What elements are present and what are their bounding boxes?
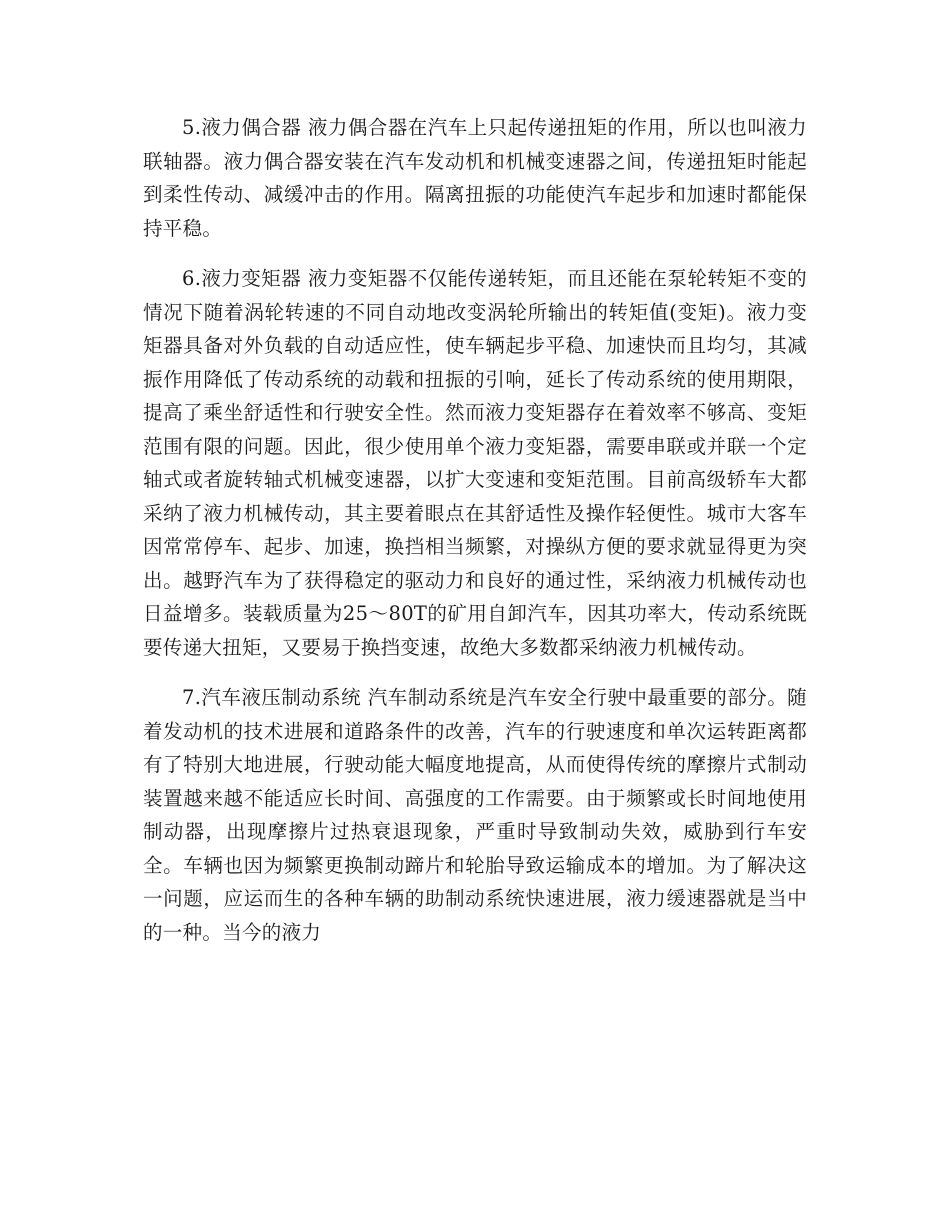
- paragraph-hydraulic-brake-system: 7.汽车液压制动系统 汽车制动系统是汽车安全行驶中最重要的部分。随着发动机的技术进展和道路条件的改善，汽车的行驶速度和单次运转距离都有了特别大地进展，行驶动能大幅度地提高，从而使得传统的摩擦片式制动装置越来越不能适应长时间、高强度的工作需要。由于频繁或长时间地使用制动器，出现摩擦片过热衰退现象，严重时导致制动失效，威胁到行车安全。车辆也因为频繁更换制动蹄片和轮胎导致运输成本的增加。为了解决这一问题，应运而生的各种车辆的助制动系统快速进展，液力缓速器就是当中的一种。当今的液力: [143, 686, 807, 944]
- paragraph-torque-converter: 6.液力变矩器 液力变矩器不仅能传递转矩，而且还能在泵轮转矩不变的情况下随着涡轮转速的不同自动地改变涡轮所输出的转矩值(变矩)。液力变矩器具备对外负载的自动适应性，使车辆起步平稳、加速快而且均匀，其减振作用降低了传动系统的动载和扭振的引响，延长了传动系统的使用期限，提高了乘坐舒适性和行驶安全性。然而液力变矩器存在着效率不够高、变矩范围有限的问题。因此，很少使用单个液力变矩器，需要串联或并联一个定轴式或者旋转轴式机械变速器，以扩大变速和变矩范围。目前高级轿车大都采纳了液力机械传动，其主要着眼点在其舒适性及操作轻便性。城市大客车因常常停车、起步、加速，换挡相当频繁，对操纵方便的要求就显得更为突出。越野汽车为了获得稳定的驱动力和良好的通过性，采纳液力机械传动也日益增多。装载质量为25～80T的矿用自卸汽车，因其功率大，传动系统既要传递大扭矩，又要易于换挡变速，故绝大多数都采纳液力机械传动。: [143, 267, 807, 659]
- paragraph-hydraulic-coupling: 5.液力偶合器 液力偶合器在汽车上只起传递扭矩的作用，所以也叫液力联轴器。液力偶合器安装在汽车发动机和机械变速器之间，传递扭矩时能起到柔性传动、减缓冲击的作用。隔离扭振的功能使汽车起步和加速时都能保持平稳。: [143, 116, 807, 240]
- document-body: [143, 111, 807, 966]
